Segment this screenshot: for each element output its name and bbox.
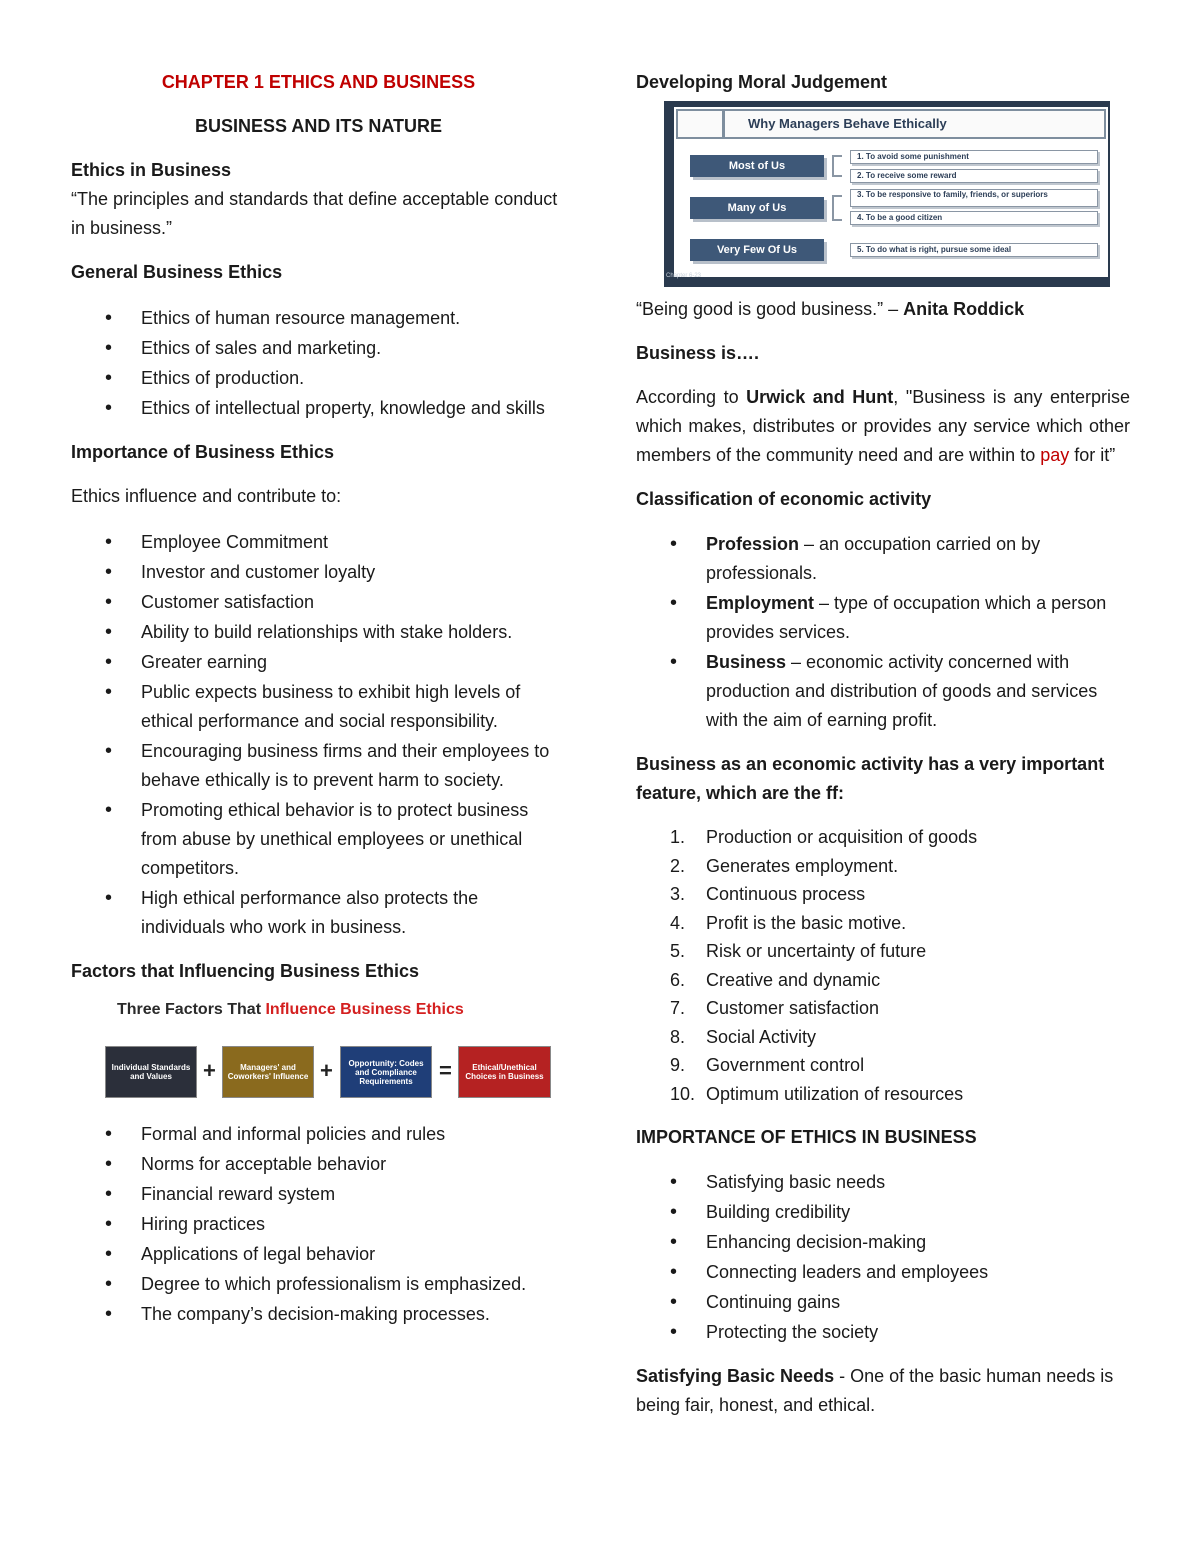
list-item xyxy=(636,648,1130,735)
quote-author: Anita Roddick xyxy=(903,299,1025,319)
list-item xyxy=(636,589,1130,647)
list-item: • The company’s decision-making processes. xyxy=(71,1300,566,1329)
importance-ethics-heading: IMPORTANCE OF ETHICS IN BUSINESS xyxy=(636,1127,977,1147)
list-item: • Connecting leaders and employees xyxy=(636,1258,1130,1287)
chapter-title: CHAPTER 1 ETHICS AND BUSINESS xyxy=(161,72,476,92)
list-item-text: Generates employment. xyxy=(706,855,899,876)
list-item: • Protecting the society xyxy=(636,1318,1130,1347)
list-item-text: Production or acquisition of goods xyxy=(706,827,978,847)
list-number: 8. xyxy=(670,1026,686,1047)
list-number: 10. xyxy=(670,1083,696,1104)
list-item xyxy=(636,880,1130,909)
figure-title-bar xyxy=(676,109,1106,139)
list-item xyxy=(636,994,1130,1023)
factor-box-opportunity: Opportunity: Codes and Compliance Requirements xyxy=(340,1046,432,1098)
right-column xyxy=(636,68,1130,1435)
bracket xyxy=(832,155,842,177)
list-item xyxy=(636,966,1130,995)
list-item-text: Creative and dynamic xyxy=(706,969,881,990)
why-managers-figure xyxy=(664,101,1110,287)
list-item xyxy=(636,909,1130,938)
quote-text: “Being good is good business.” – xyxy=(636,299,904,319)
feature-heading: Business as an economic activity has a very important feature, which are the ff: xyxy=(636,754,1105,803)
list-item-term: Profession xyxy=(706,534,800,554)
factor-box-managers: Managers' and Coworkers' Influence xyxy=(222,1046,314,1098)
list-item: • Ethics of human resource management. xyxy=(71,304,566,333)
ethics-definition: “The principles and standards that define acceptable conduct in business.” xyxy=(71,189,558,238)
plus-sign: + xyxy=(203,1058,216,1083)
list-item: • Enhancing decision-making xyxy=(636,1228,1130,1257)
list-item xyxy=(636,1051,1130,1080)
list-item: • Norms for acceptable behavior xyxy=(71,1150,566,1179)
list-item-text: Optimum utilization of resources xyxy=(706,1083,964,1104)
plus-sign: + xyxy=(320,1058,333,1083)
list-number: 1. xyxy=(670,827,686,847)
list-item xyxy=(636,1023,1130,1052)
factor-box-individual: Individual Standards and Values xyxy=(105,1046,197,1098)
list-item: • High ethical performance also protects the individuals who work in business. xyxy=(71,884,566,942)
list-item-text: Government control xyxy=(706,1055,865,1075)
list-item: • Promoting ethical behavior is to protect business from abuse by unethical employees or unethical competitors. xyxy=(71,796,566,883)
list-item-text: Continuous process xyxy=(706,884,866,904)
list-item: • Ethics of sales and marketing. xyxy=(71,334,566,363)
list-item: • Satisfying basic needs xyxy=(636,1168,1130,1197)
definition-end: for it” xyxy=(1069,445,1116,465)
list-item: • Ethics of production. xyxy=(71,364,566,393)
classification-list xyxy=(636,530,1130,735)
urwick-hunt-definition xyxy=(636,383,1130,470)
list-item: • Applications of legal behavior xyxy=(71,1240,566,1269)
figure-panel xyxy=(674,107,1108,277)
importance-heading: Importance of Business Ethics xyxy=(71,442,335,462)
importance-ethics-list xyxy=(636,1168,1130,1347)
reason-1: 1. To avoid some punishment xyxy=(850,150,1098,164)
figure-footer: Chapter 6-23 xyxy=(666,273,702,279)
list-number: 7. xyxy=(670,998,686,1018)
list-item: • Investor and customer loyalty xyxy=(71,558,566,587)
classification-heading: Classification of economic activity xyxy=(636,489,932,509)
figure-title xyxy=(117,1000,464,1020)
importance-list xyxy=(71,528,566,942)
equals-sign: = xyxy=(439,1058,452,1083)
list-item xyxy=(636,530,1130,588)
importance-intro: Ethics influence and contribute to: xyxy=(71,486,342,506)
basic-needs-term: Satisfying Basic Needs xyxy=(636,1366,835,1386)
group-most-of-us: Most of Us xyxy=(690,155,824,177)
list-item-text: – type of occupation which a person provides services. xyxy=(706,593,1107,642)
three-factors-figure xyxy=(105,1000,555,1104)
list-number: 6. xyxy=(670,969,686,990)
list-item-text: – an occupation carried on by professionals. xyxy=(706,534,1041,583)
list-item-text: Social Activity xyxy=(706,1026,817,1047)
list-item-term: Business xyxy=(706,652,787,672)
list-number: 5. xyxy=(670,941,686,961)
list-item: • Customer satisfaction xyxy=(71,588,566,617)
list-item: • Greater earning xyxy=(71,648,566,677)
reason-3: 3. To be responsive to family, friends, or superiors xyxy=(850,189,1098,207)
list-item xyxy=(636,1080,1130,1109)
factors-list xyxy=(71,1120,566,1329)
list-item: • Public expects business to exhibit high levels of ethical performance and social responsibility. xyxy=(71,678,566,736)
list-item: • Hiring practices xyxy=(71,1210,566,1239)
list-item-text: Risk or uncertainty of future xyxy=(706,941,927,961)
list-item-text: Profit is the basic motive. xyxy=(706,912,907,933)
basic-needs-text: - One of the basic human needs is being fair, honest, and ethical. xyxy=(636,1366,1114,1415)
list-item xyxy=(636,823,1130,852)
moral-judgement-heading: Developing Moral Judgement xyxy=(636,72,888,92)
list-item-text: Customer satisfaction xyxy=(706,998,880,1018)
section-subtitle: BUSINESS AND ITS NATURE xyxy=(194,116,443,136)
feature-list xyxy=(636,823,1130,1109)
group-many-of-us: Many of Us xyxy=(690,197,824,219)
figure-title: Why Managers Behave Ethically xyxy=(748,116,947,131)
bracket xyxy=(832,195,842,221)
list-item: • Employee Commitment xyxy=(71,528,566,557)
list-item: • Encouraging business firms and their employees to behave ethically is to prevent harm to society. xyxy=(71,737,566,795)
list-number: 2. xyxy=(670,855,686,876)
list-item: • Formal and informal policies and rules xyxy=(71,1120,566,1149)
list-item: • Ethics of intellectual property, knowledge and skills xyxy=(71,394,566,423)
ethics-heading: Ethics in Business xyxy=(71,160,232,180)
list-number: 4. xyxy=(670,912,686,933)
business-is-heading: Business is…. xyxy=(636,343,760,363)
reason-2: 2. To receive some reward xyxy=(850,169,1098,183)
title-divider xyxy=(722,111,725,137)
list-item: • Financial reward system xyxy=(71,1180,566,1209)
list-item: • Degree to which professionalism is emphasized. xyxy=(71,1270,566,1299)
list-item-text: – economic activity concerned with production and distribution of goods and services with the aim of earning profit. xyxy=(706,652,1098,730)
general-ethics-heading: General Business Ethics xyxy=(71,262,283,282)
roddick-quote xyxy=(636,295,1130,324)
definition-authors: Urwick and Hunt xyxy=(746,387,894,407)
definition-prefix: According to xyxy=(636,387,747,407)
figure-title-prefix: Three Factors That xyxy=(117,1001,266,1018)
factors-heading: Factors that Influencing Business Ethics xyxy=(71,961,420,981)
list-item xyxy=(636,852,1130,881)
factor-box-choices: Ethical/Unethical Choices in Business xyxy=(458,1046,551,1098)
figure-title-highlight: Influence Business Ethics xyxy=(265,1001,464,1018)
group-very-few: Very Few Of Us xyxy=(690,239,824,261)
reason-5: 5. To do what is right, pursue some ideal xyxy=(850,243,1098,257)
list-number: 9. xyxy=(670,1055,686,1075)
definition-body: , "Business is any enterprise which makes, distributes or provides any service which other members of the community need and are within to xyxy=(636,387,1131,465)
list-item xyxy=(636,937,1130,966)
basic-needs-paragraph xyxy=(636,1362,1130,1420)
list-item: • Continuing gains xyxy=(636,1288,1130,1317)
list-number: 3. xyxy=(670,884,686,904)
reason-4: 4. To be a good citizen xyxy=(850,211,1098,225)
definition-highlight: pay xyxy=(1040,445,1070,465)
left-column xyxy=(71,68,566,1344)
list-item: • Ability to build relationships with stake holders. xyxy=(71,618,566,647)
general-ethics-list xyxy=(71,304,566,423)
list-item-term: Employment xyxy=(706,593,815,613)
list-item: • Building credibility xyxy=(636,1198,1130,1227)
